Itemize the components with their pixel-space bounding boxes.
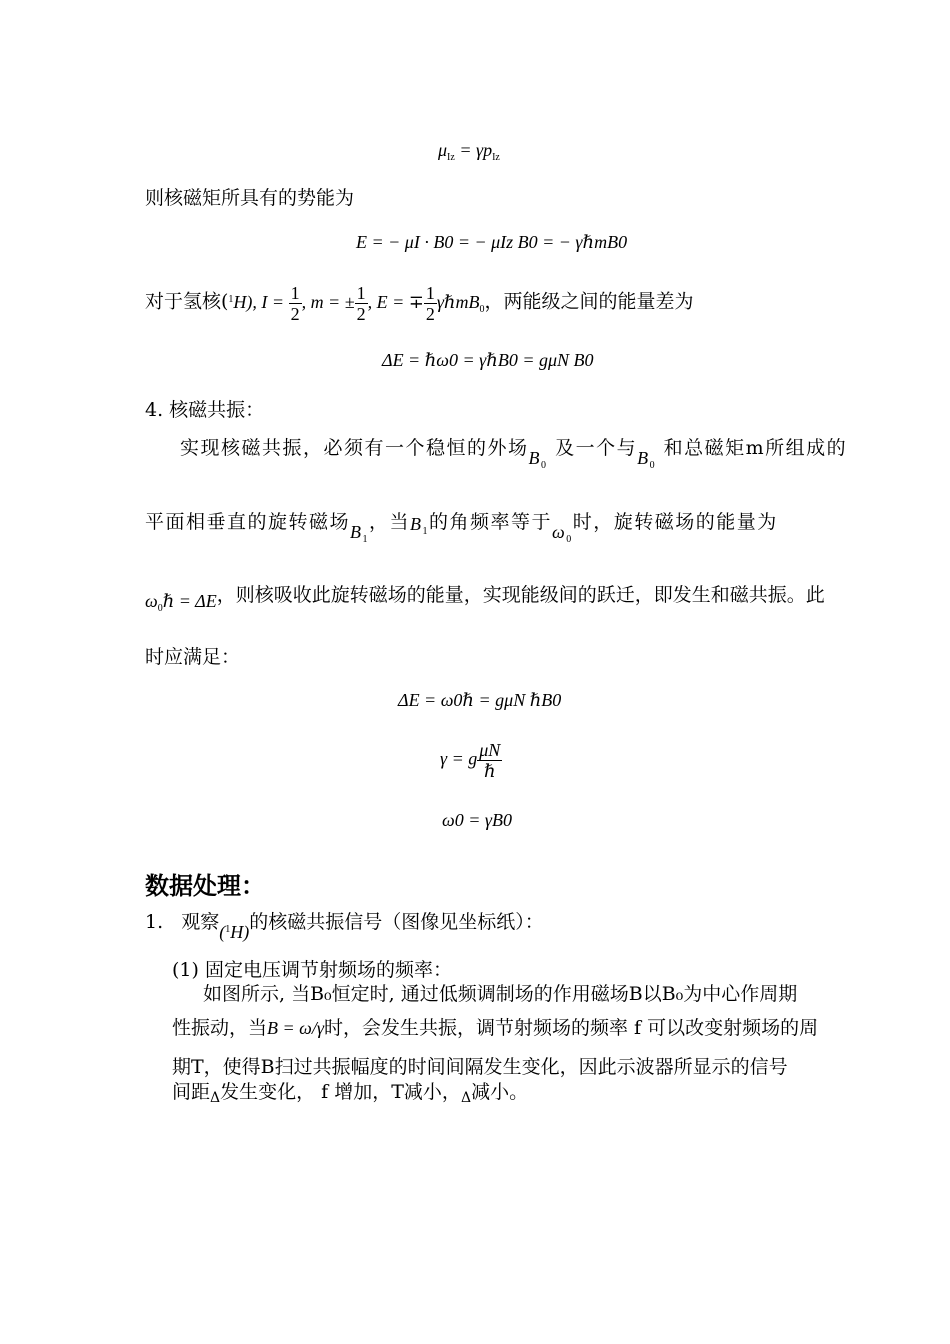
sub-line3: 期T，使得B扫过共振幅度的时间间隔发生变化，因此示波器所显示的信号 [172,1056,788,1078]
equation-resonance-condition: ΔE = ω0ℏ = gμN ℏB0 [398,690,562,710]
paragraph-potential-energy: 则核磁矩所具有的势能为 [145,187,355,209]
equation-omega: ω0 = γB0 [442,810,512,830]
subsection-title: (1) 固定电压调节射频场的频率： [172,959,452,981]
list-item-observe: 1. 观察($^1$H)的核磁共振信号（图像见坐标纸）： [145,911,544,942]
paragraph-resonance-line4: 时应满足： [145,646,241,668]
equation-energy: E = − μI · B0 = − μIz B0 = − γℏmB0 [356,232,628,252]
data-processing-heading: 数据处理： [145,872,265,900]
paragraph-resonance-line3: $\omega_0\hbar = \Delta E$，则核吸收此旋转磁场的能量，实现能级间的跃迁，即发生和磁共振。此 [145,584,825,614]
sub-line2: 性振动，当B = ω/γ时，会发生共振，调节射频场的频率 f 可以改变射频场的周 [172,1017,819,1039]
equation-mu-iz: $\mu_{Iz} = \gamma p_{Iz}$ [438,140,500,163]
section-4-title: 4. 核磁共振： [145,399,265,421]
paragraph-hydrogen: 对于氢核($^1$H), I = $\frac{1}{2}$ , m = ± $\frac{1}{2}$ , E = ∓ $\frac{1}{2}$ γℏmB$_0$，两能级之间的能量差为 [145,283,694,324]
sub-line1: 如图所示, 当B₀恒定时, 通过低频调制场的作用磁场B以B₀为中心作周期 [203,983,798,1005]
equation-energy-difference: ΔE = ℏω0 = γℏB0 = gμN B0 [382,350,594,370]
paragraph-resonance-line2: 平面相垂直的旋转磁场$B_1$，当$B_1$的角频率等于$\omega_0$时，旋转磁场的能量为 [145,511,778,545]
paragraph-resonance-line1: 实现核磁共振，必须有一个稳恒的外场$B_0$ 及一个与$B_0$ 和总磁矩m所组成的 [180,437,848,471]
equation-gamma: γ = g $\frac{\mu N}{\text{ℏ}}$ [440,740,501,781]
sub-line4: 间距$_\Delta$发生变化， f 增加，T减小，$_\Delta$减小。 [172,1081,529,1106]
